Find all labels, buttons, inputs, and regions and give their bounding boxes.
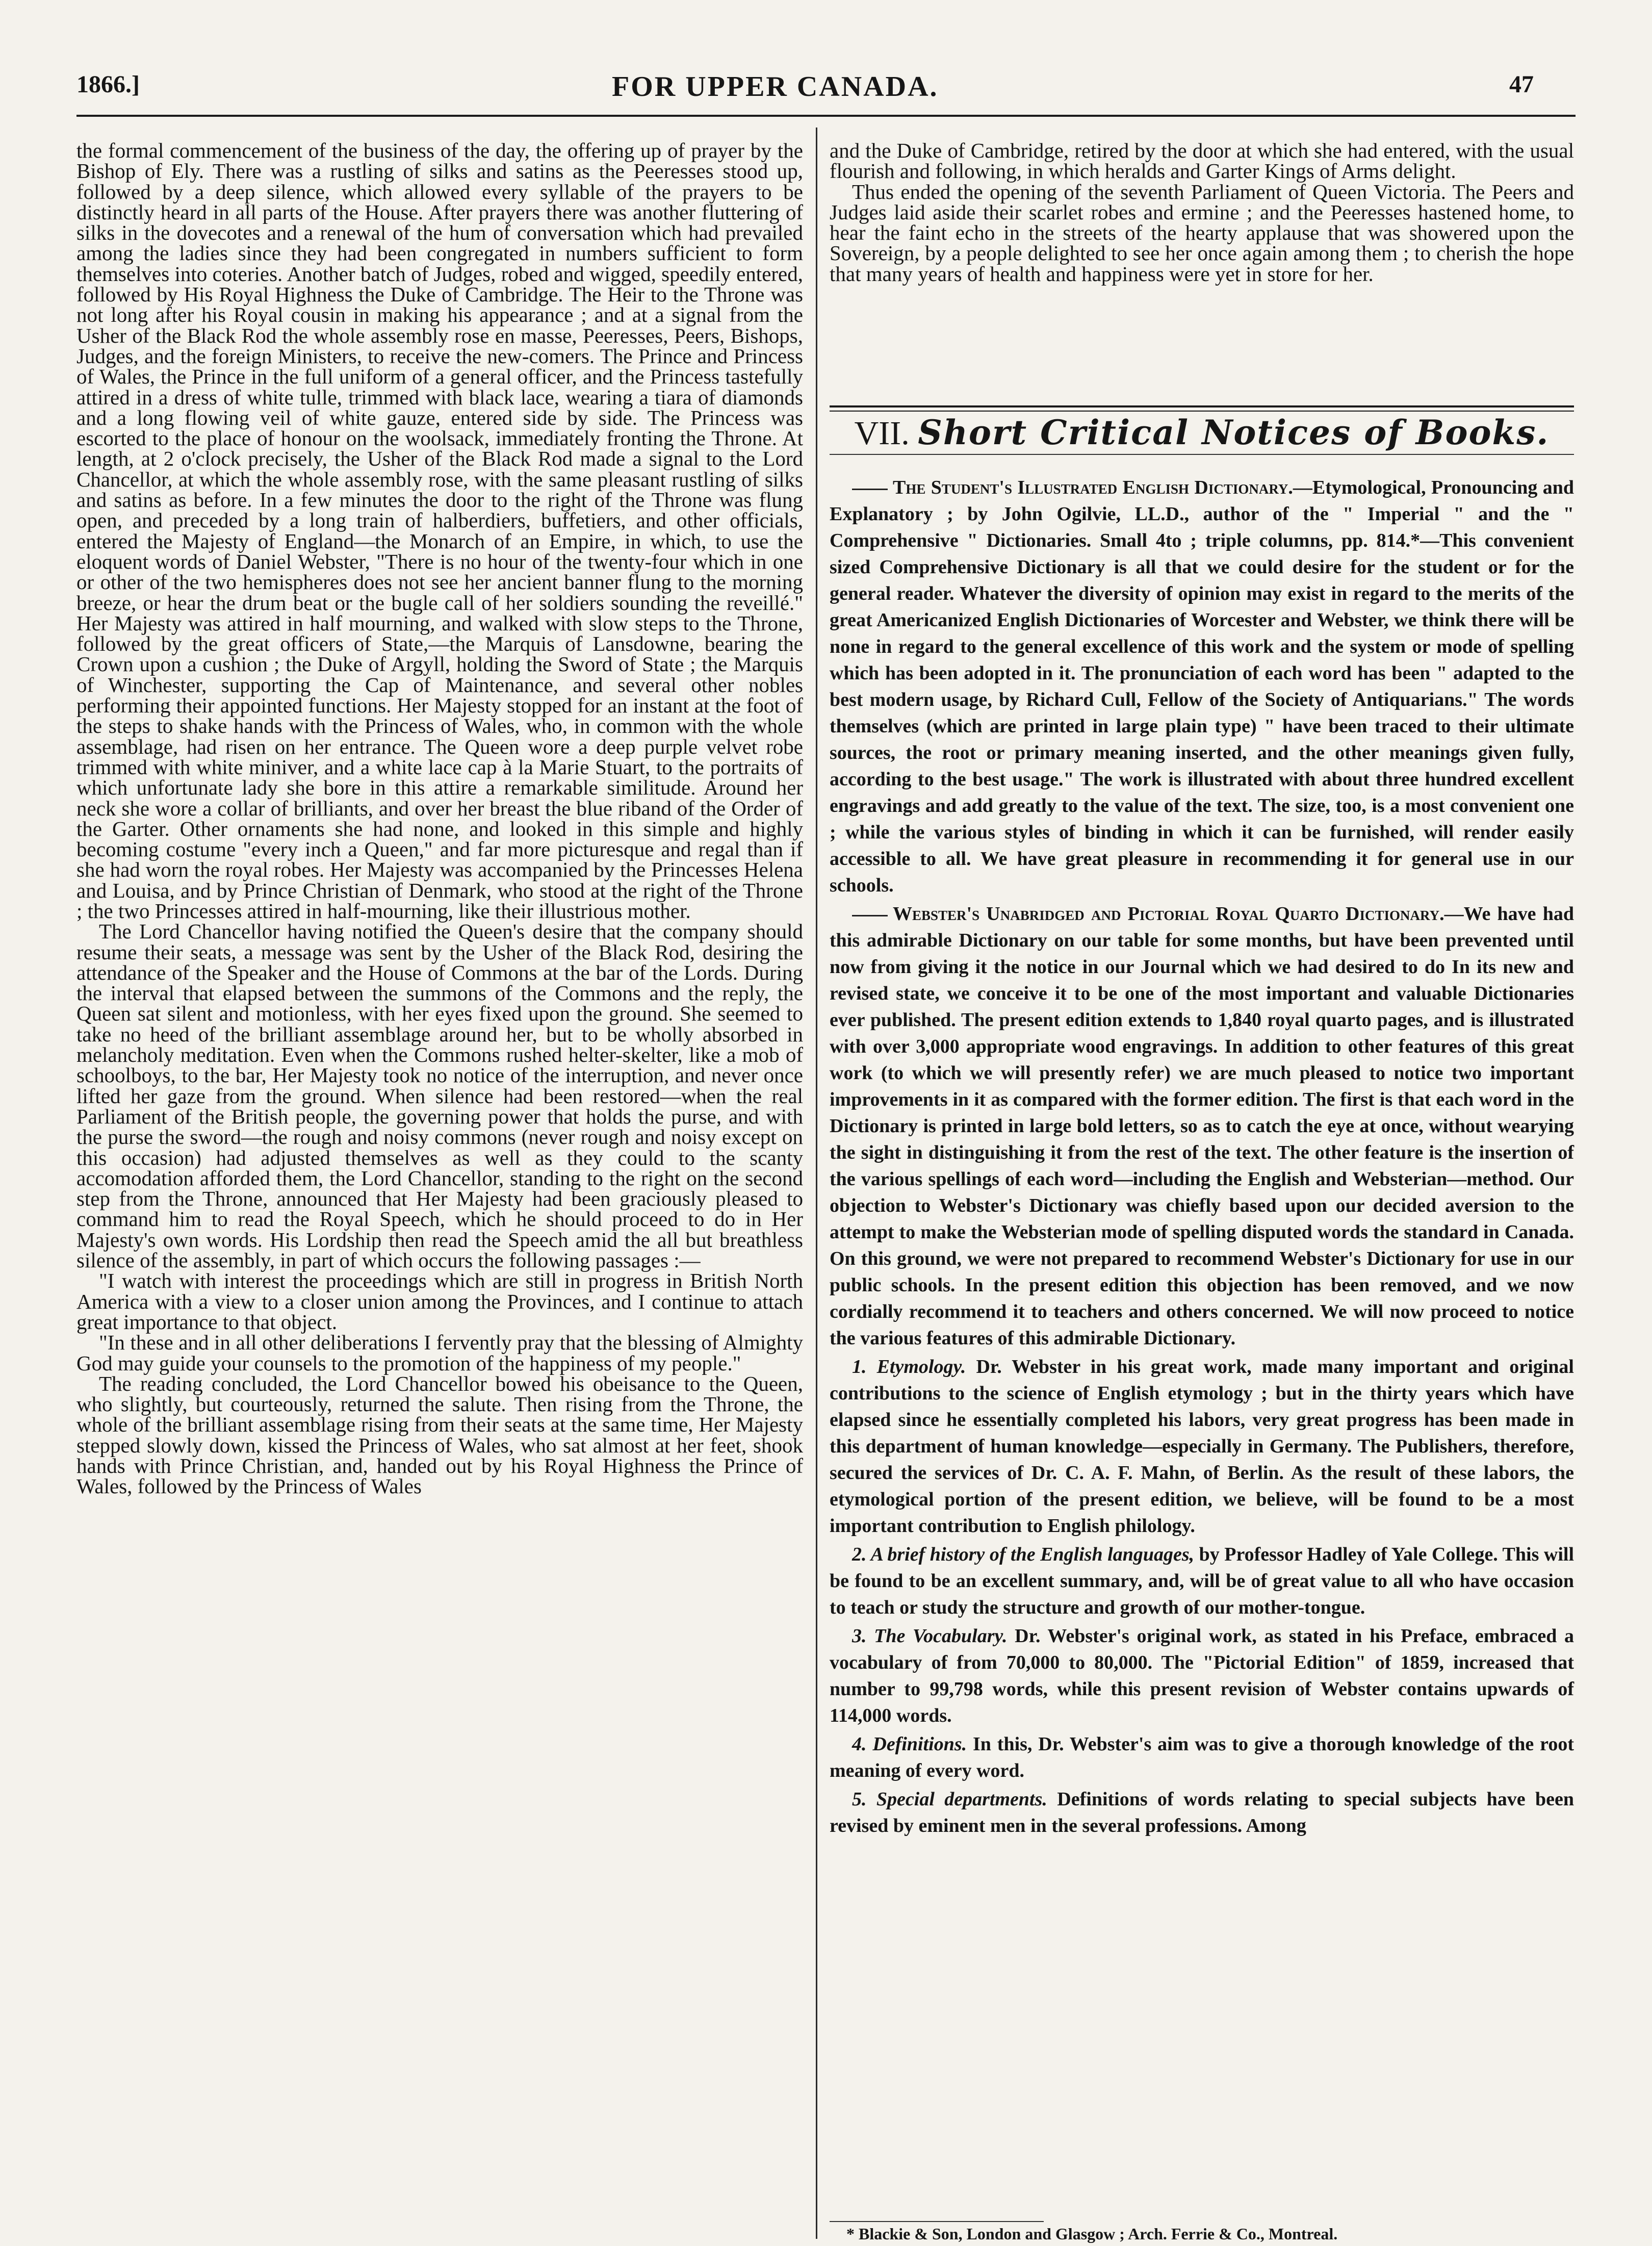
dash-rule xyxy=(852,915,888,916)
feature-item xyxy=(830,1541,1574,1621)
section-rule xyxy=(830,411,1574,412)
footnote-rule xyxy=(830,2221,1044,2222)
column-divider xyxy=(816,127,817,2239)
review-title: Webster's Unabridged and Pictorial Royal Quarto Dictionary. xyxy=(893,903,1444,925)
feature-body: Definitions of words relating to special subjects have been revised by eminent men in the several professions. Among xyxy=(830,1789,1574,1836)
paragraph: the formal commencement of the business of the day, the offering up of prayer by the Bishop of Ely. There was a rustling of silks and satins as the Peeresses stood up, followed by a deep silence, which allowed every syllable of the prayers to be distinctly heard in all parts of the House. After prayers there was another fluttering of silks in the dovecotes and a renewal of the hum of conversation which had prevailed among the ladies since they had been congregated in numbers sufficient to form themselves into coteries. Another batch of Judges, robed and wigged, speedily entered, followed by His Royal Highness the Duke of Cambridge. The Heir to the Throne was not long after his Royal cousin in making his appearance ; and at a signal from the Usher of the Black Rod the whole assembly rose en masse, Peeresses, Peers, Bishops, Judges, and the foreign Ministers, to receive the new-comers. The Prince and Princess of Wales, the Prince in the full uniform of a general officer, and the Princess tastefully attired in a dress of white tulle, trimmed with black lace, wearing a tiara of diamonds and a long flowing veil of white gauze, entered side by side. The Princess was escorted to the place of honour on the woolsack, immediately fronting the Throne. At length, at 2 o'clock precisely, the Usher of the Black Rod made a signal to the Lord Chancellor, at which the whole assembly rose, with the same pleasant rustling of silks and satins as before. In a few minutes the door to the right of the Throne was flung open, and preceded by a long train of halberdiers, buffetiers, and other officials, entered the Majesty of England—the Monarch of an Empire, in which, to use the eloquent words of Daniel Webster, "There is no hour of the twenty-four which in one or other of the two hemispheres does not see her ancient banner flung to the morning breeze, or hear the drum beat or the bugle call of her soldiers sounding the reveillé." Her Majesty was attired in half mourning, and walked with slow steps to the Throne, followed by the great officers of State,—the Marquis of Lansdowne, bearing the Crown upon a cushion ; the Duke of Argyll, holding the Sword of State ; the Marquis of Winchester, supporting the Cap of Maintenance, and several other nobles performing their appointed functions. Her Majesty stopped for an instant at the foot of the steps to shake hands with the Princess of Wales, who, in common with the whole assemblage, had risen on her entrance. The Queen wore a deep purple velvet robe trimmed with white miniver, and a white lace cap à la Marie Stuart, to the portraits of which unfortunate lady she bore in this attire a remarkable similitude. Around her neck she wore a collar of brilliants, and over her breast the blue riband of the Order of the Garter. Other ornaments she had none, and looked in this simple and highly becoming costume "every inch a Queen," and far more picturesque and regal than if she had worn the royal robes. Her Majesty was accompanied by the Princesses Helena and Louisa, and by Prince Christian of Denmark, who stood at the right of the Throne ; the two Princesses attired in half-mourning, like their illustrious mother. xyxy=(76,139,803,923)
right-column-top xyxy=(830,140,1574,284)
feature-body: Dr. Webster's original work, as stated in his Preface, embraced a vocabulary of from 70,000 to 80,000. The "Pictorial Edition" of 1859, increased that number to 99,798 words, while this present revision of Webster contains upwards of 114,000 words. xyxy=(830,1625,1574,1726)
quoted-paragraph: "I watch with interest the proceedings which are still in progress in British North America with a view to a closer union among the Provinces, and I continue to attach great importance to that object. xyxy=(76,1269,803,1334)
feature-item xyxy=(830,1623,1574,1729)
review-body: —We have had this admirable Dictionary on our table for some months, but have been prevented until now from giving it the notice in our Journal which we had desired to do In its new and revised state, we conceive it to be one of the most important and valuable Dictionaries ever published. The present edition extends to 1,840 royal quarto pages, and is illustrated with over 3,000 appropriate wood engravings. In addition to other features of this great work (to which we will presently refer) we are much pleased to notice two important improvements in it as compared with the former edition. The first is that each word in the Dictionary is printed in large bold letters, so as to catch the eye at once, without wearying the sight in distinguishing it from the rest of the text. The other feature is the insertion of the various spellings of each word—including the English and Websterian—method. Our objection to Webster's Dictionary was chiefly based upon our decided aversion to the attempt to make the Websterian mode of spelling disputed words the standard in Canada. On this ground, we were not prepared to recommend Webster's Dictionary for use in our public schools. In the present edition this objection has been removed, and we now cordially recommend it to teachers and others concerned. We will now proceed to notice the various features of this admirable Dictionary. xyxy=(830,903,1574,1349)
book-notices xyxy=(830,474,1574,1841)
feature-label: 1. Etymology. xyxy=(852,1356,966,1377)
header-rule xyxy=(76,115,1576,117)
feature-body: by Professor Hadley of Yale College. This will be found to be an excellent summary, and, will be of great value to all who have occasion to teach or study the structure and growth of our mother-tongue. xyxy=(830,1544,1574,1618)
feature-item xyxy=(830,1786,1574,1839)
paragraph: The Lord Chancellor having notified the Queen's desire that the company should resume their seats, a message was sent by the Usher of the Black Rod, desiring the attendance of the Speaker and the House of Commons at the bar of the Lords. During the interval that elapsed between the summons of the Commons and the reply, the Queen sat silent and motionless, with her eyes fixed upon the ground. She seemed to take no heed of the brilliant assemblage around her, but to be wholly absorbed in melancholy meditation. Even when the Commons rushed helter-skelter, like a mob of schoolboys, to the bar, Her Majesty took no notice of the interruption, and never once lifted her gaze from the ground. When silence had been restored—when the real Parliament of the British people, the governing power that holds the purse, and with the purse the sword—the rough and noisy commons (never rough and noisy except on this occasion) had adjusted themselves as well as they could to the scanty accomodation afforded them, the Lord Chancellor, standing to the right on the second step from the Throne, announced that Her Majesty had been graciously pleased to command him to read the Royal Speech, which he should proceed to do in Her Majesty's own words. His Lordship then read the Speech amid the all but breathless silence of the assembly, in part of which occurs the following passages :— xyxy=(76,920,803,1272)
review-body: —Etymological, Pronouncing and Explanatory ; by John Ogilvie, LL.D., author of the " Imperial " and the " Comprehensive " Dictionaries. Small 4to ; triple columns, pp. 814.*—This convenient sized Comprehensive Dictionary is all that we could desire for the student or for the general reader. Whatever the diversity of opinion may exist in regard to the merits of the great Americanized English Dictionaries of Worcester and Webster, we think there will be none in regard to the general excellence of this work and the system or mode of spelling which has been adopted in it. The pronunciation of each word has been " adapted to the best modern usage, by Richard Cull, Fellow of the Society of Antiquarians." The words themselves (which are printed in large plain type) " have been traced to their ultimate sources, the root or primary meaning inserted, and the other meanings given fully, according to the best usage." The work is illustrated with about three hundred excellent engravings and add greatly to the value of the text. The size, too, is a most convenient one ; while the various styles of binding in which it can be furnished, will render easily accessible to all. We have great pleasure in recommending it for general use in our schools. xyxy=(830,477,1574,896)
feature-item xyxy=(830,1731,1574,1784)
section-title: Short Critical Notices of Books. xyxy=(918,413,1550,452)
feature-label: 5. Special departments. xyxy=(852,1789,1047,1810)
review-title: The Student's Illustrated English Dictionary. xyxy=(893,477,1293,498)
review-entry xyxy=(830,474,1574,899)
feature-body: In this, Dr. Webster's aim was to give a thorough knowledge of the root meaning of every word. xyxy=(830,1733,1574,1781)
section-rule xyxy=(830,454,1574,455)
feature-label: 2. A brief history of the English languages, xyxy=(852,1544,1195,1565)
section-heading xyxy=(830,412,1574,454)
running-title: FOR UPPER CANADA. xyxy=(612,71,939,103)
footnote: * Blackie & Son, London and Glasgow ; Arch. Ferrie & Co., Montreal. xyxy=(846,2225,1338,2243)
feature-item xyxy=(830,1354,1574,1539)
paragraph: Thus ended the opening of the seventh Parliament of Queen Victoria. The Peers and Judges laid aside their scarlet robes and ermine ; and the Peeresses hastened home, to hear the faint echo in the streets of the hearty applause that was showered upon the Sovereign, by a people delighted to see her once again among them ; to cherish the hope that many years of health and happiness were yet in store for her. xyxy=(830,180,1574,286)
review-entry xyxy=(830,901,1574,1351)
page-date: 1866.] xyxy=(76,71,140,98)
left-column xyxy=(76,140,803,1497)
paragraph: The reading concluded, the Lord Chancellor bowed his obeisance to the Queen, who slightly, but courteously, returned the salute. Then rising from the Throne, the whole of the brilliant assemblage rising from their seats at the same time, Her Majesty stepped slowly down, kissed the Princess of Wales, who sat almost at her feet, shook hands with Prince Christian, and, handed out by his Royal Highness the Prince of Wales, followed by the Princess of Wales xyxy=(76,1371,803,1498)
dash-rule xyxy=(852,489,888,490)
feature-label: 4. Definitions. xyxy=(852,1733,967,1755)
feature-body: Dr. Webster in his great work, made many important and original contributions to the science of English etymology ; but in the thirty years which have elapsed since he essentially completed his labors, very great progress has been made in this department of human knowledge—especially in Germany. The Publishers, therefore, secured the services of Dr. C. A. F. Mahn, of Berlin. As the result of these labors, the etymological portion of the present edition, we believe, will be found to be a most important contribution to English philology. xyxy=(830,1356,1574,1537)
section-number: VII. xyxy=(854,415,910,452)
paragraph: and the Duke of Cambridge, retired by the door at which she had entered, with the usual flourish and following, in which heralds and Garter Kings of Arms delight. xyxy=(830,139,1574,183)
feature-label: 3. The Vocabulary. xyxy=(852,1625,1008,1647)
page-number: 47 xyxy=(1509,71,1534,98)
section-rule xyxy=(830,405,1574,407)
quoted-paragraph: "In these and in all other deliberations I fervently pray that the blessing of Almighty God may guide your counsels to the promotion of the happiness of my people." xyxy=(76,1331,803,1375)
